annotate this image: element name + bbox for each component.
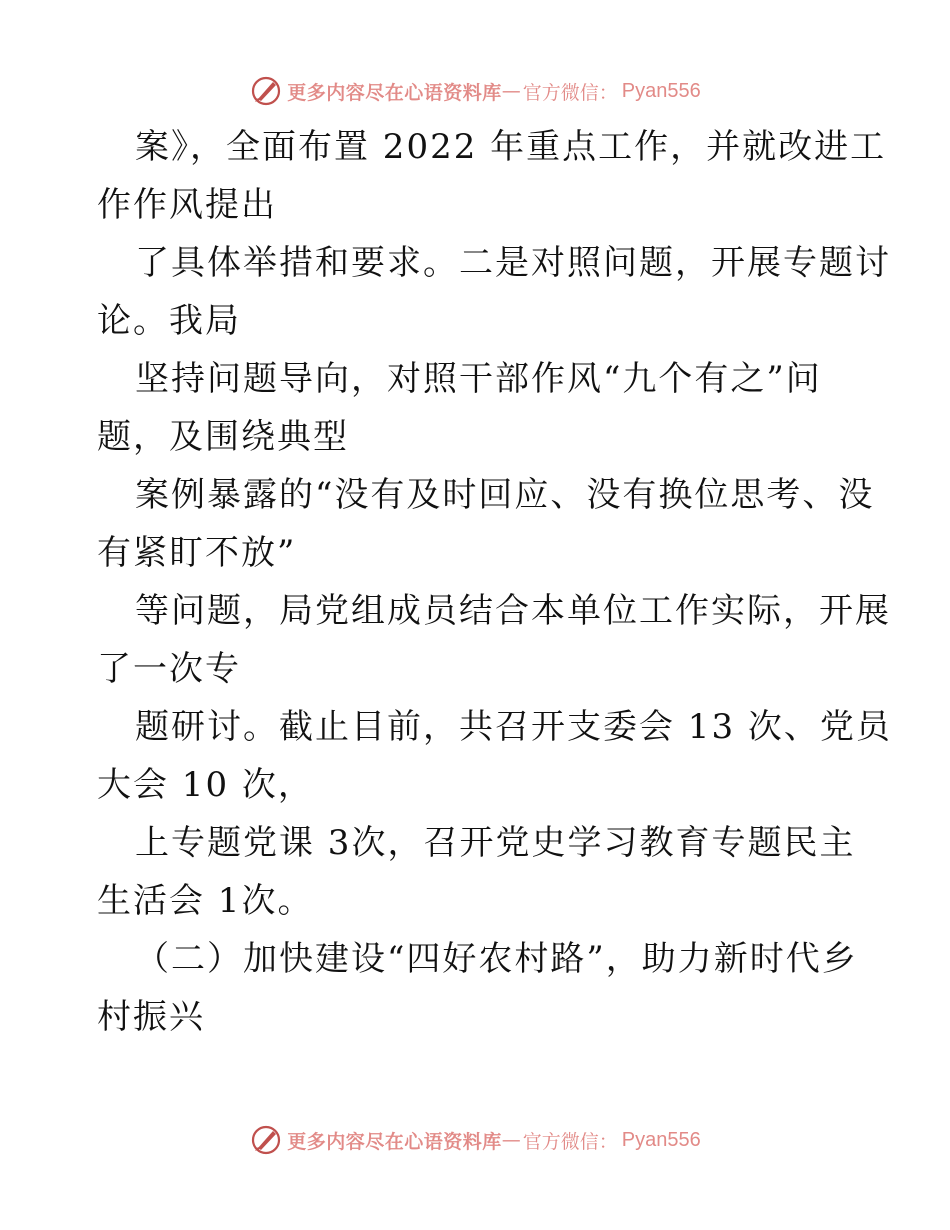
watermark-text: 更多内容尽在心语资料库	[287, 81, 502, 104]
body-line: （二）加快建设“四好农村路”，助力新时代乡	[135, 939, 858, 979]
body-line: 题，及围绕典型	[97, 417, 349, 457]
quill-pen-logo-icon	[249, 74, 283, 108]
body-line: 论。我局	[97, 301, 241, 341]
document-body	[97, 118, 892, 1046]
body-line: 案例暴露的“没有及时回应、没有换位思考、没	[135, 475, 875, 515]
watermark-dash: —	[501, 80, 521, 102]
watermark-wechat-id: Pyan556	[621, 79, 701, 102]
watermark-header	[0, 71, 950, 111]
quill-pen-logo-icon	[249, 1123, 283, 1157]
body-line: 作作风提出	[97, 185, 277, 225]
watermark-dash: —	[501, 1129, 521, 1151]
body-line: 生活会 1次。	[97, 881, 314, 921]
body-line: 坚持问题导向，对照干部作风“九个有之”问	[135, 359, 822, 399]
body-line: 大会 10 次，	[97, 765, 314, 805]
body-line: 上专题党课 3次，召开党史学习教育专题民主	[135, 823, 856, 863]
body-line: 村振兴	[97, 997, 205, 1037]
watermark-footer	[0, 1120, 950, 1160]
watermark-text: 更多内容尽在心语资料库	[287, 1130, 502, 1153]
watermark-wechat-id: Pyan556	[621, 1128, 701, 1151]
body-line: 有紧盯不放”	[97, 533, 297, 573]
body-line: 案》，全面布置 2022 年重点工作，并就改进工	[135, 127, 887, 167]
body-line: 题研讨。截止目前，共召开支委会 13 次、党员	[135, 707, 892, 747]
body-line: 了具体举措和要求。二是对照问题，开展专题讨	[135, 243, 891, 283]
body-line: 了一次专	[97, 649, 241, 689]
body-line: 等问题，局党组成员结合本单位工作实际，开展	[135, 591, 891, 631]
watermark-wechat-label: 官方微信：	[522, 1130, 618, 1153]
watermark-wechat-label: 官方微信：	[522, 81, 618, 104]
